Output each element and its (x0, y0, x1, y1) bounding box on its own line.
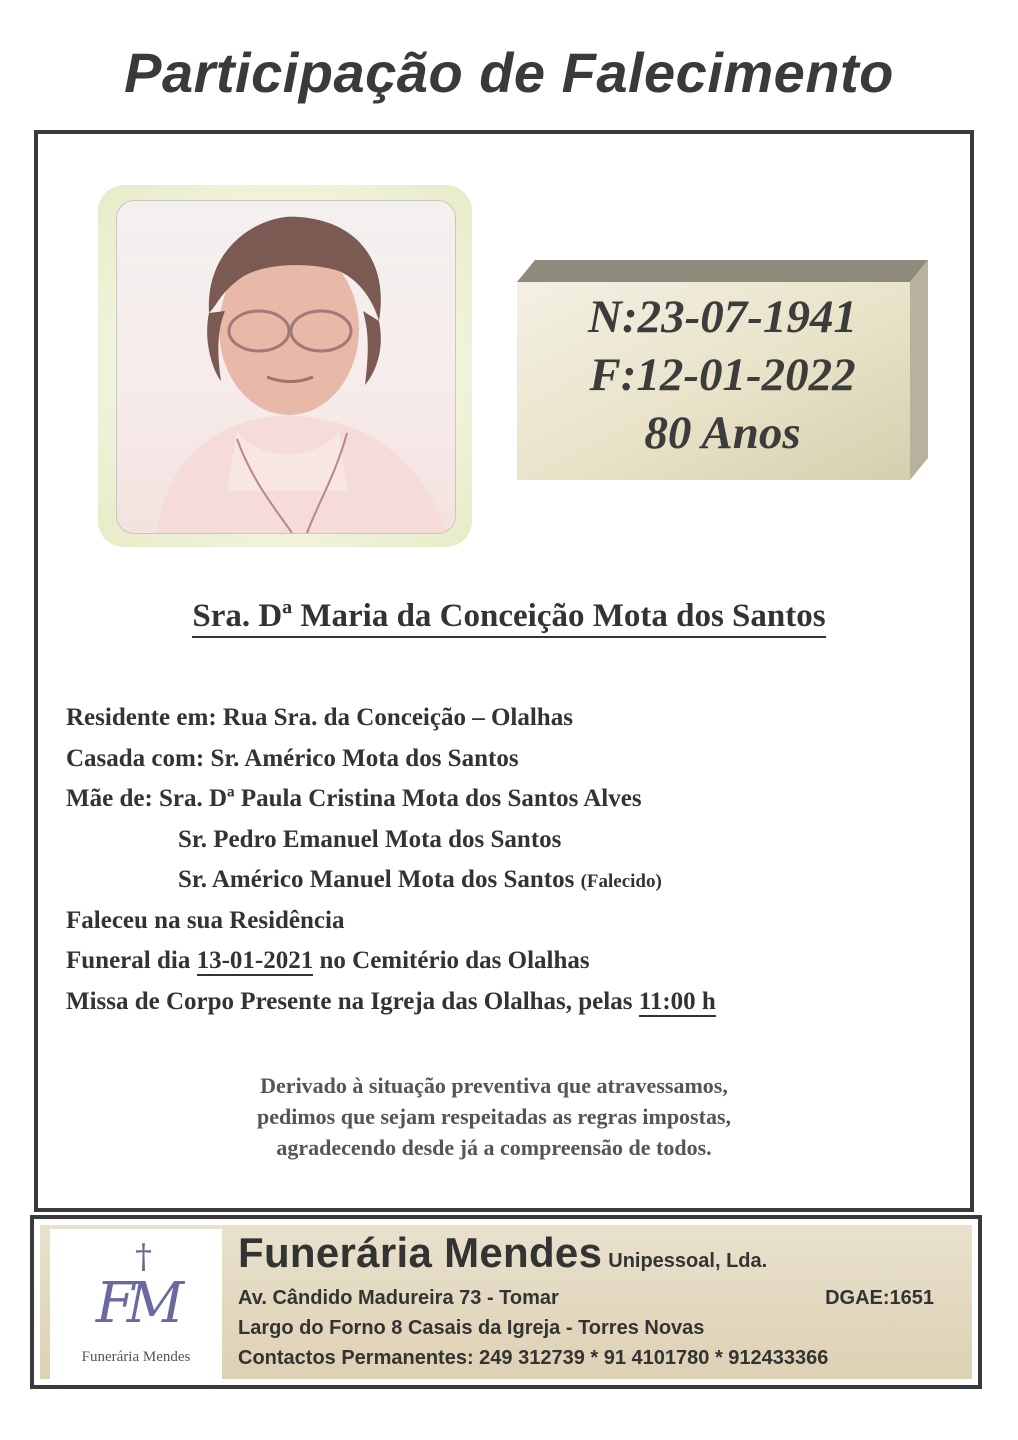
covid-notice (0, 1070, 988, 1163)
child-3: Sr. Américo Manuel Mota dos Santos (178, 866, 575, 893)
details-block (66, 698, 716, 1022)
children-label: Mãe de: (66, 785, 153, 812)
address-tomar: Av. Cândido Madureira 73 - Tomar (238, 1287, 559, 1309)
notice-line-3: agradecendo desde já a compreensão de todos. (276, 1135, 712, 1160)
address-torres-novas: Largo do Forno 8 Casais da Igreja - Torres Novas (238, 1317, 705, 1339)
spouse-row (66, 739, 716, 780)
funeral-prefix: Funeral dia (66, 947, 191, 974)
mass-prefix: Missa de Corpo Presente na Igreja das Olalhas, pelas (66, 987, 633, 1015)
place-of-death: Faleceu na sua Residência (66, 906, 345, 934)
birth-date: N:23-07-1941 (588, 291, 857, 343)
company-suffix: Unipessoal, Lda. (608, 1250, 768, 1272)
notice-line-2: pedimos que sejam respeitadas as regras impostas, (256, 1104, 732, 1129)
funeral-suffix: no Cemitério das Olalhas (319, 947, 590, 974)
spouse-label: Casada com: (66, 744, 205, 772)
residence-value: Rua Sra. da Conceição – Olalhas (222, 704, 573, 731)
footer-banner (40, 1225, 972, 1379)
residence-label: Residente em: (66, 704, 217, 731)
contacts: Contactos Permanentes: 249 312739 * 91 4101780 * 912433366 (238, 1347, 829, 1369)
portrait-frame (98, 185, 472, 547)
deceased-name-line (0, 598, 1018, 635)
mass-row (66, 982, 716, 1023)
company-title: Funerária Mendes (238, 1229, 603, 1276)
company-name (238, 1229, 767, 1277)
notice-line-1: Derivado à situação preventiva que atravessamos, (260, 1073, 728, 1098)
child-3-note: (Falecido) (580, 871, 662, 892)
page-title: Participação de Falecimento (124, 41, 894, 104)
child-3-row (66, 860, 716, 901)
funeral-home-footer (30, 1215, 982, 1389)
spouse-value: Sr. Américo Mota dos Santos (210, 744, 519, 772)
child-2-row (66, 820, 716, 861)
portrait-photo (116, 200, 456, 534)
logo-name: Funerária Mendes (81, 1349, 191, 1365)
residence-row (66, 698, 716, 739)
mass-time: 11:00 h (638, 987, 716, 1015)
funeral-home-logo (50, 1229, 222, 1379)
funeral-row (66, 941, 716, 982)
children-row (66, 779, 716, 820)
funeral-date: 13-01-2021 (196, 947, 314, 974)
age: 80 Anos (644, 407, 801, 459)
deceased-name: Sra. Dª Maria da Conceição Mota dos Santos (192, 598, 825, 638)
child-2: Sr. Pedro Emanuel Mota dos Santos (178, 825, 562, 853)
child-1: Sra. Dª Paula Cristina Mota dos Santos Alves (159, 785, 642, 812)
logo-monogram: FM (95, 1271, 177, 1336)
dgae-number: DGAE:1651 (825, 1287, 934, 1309)
portrait-illustration (117, 201, 455, 533)
death-date: F:12-01-2022 (589, 349, 856, 401)
cross-icon: † (135, 1237, 152, 1277)
dates-plaque (517, 258, 928, 482)
